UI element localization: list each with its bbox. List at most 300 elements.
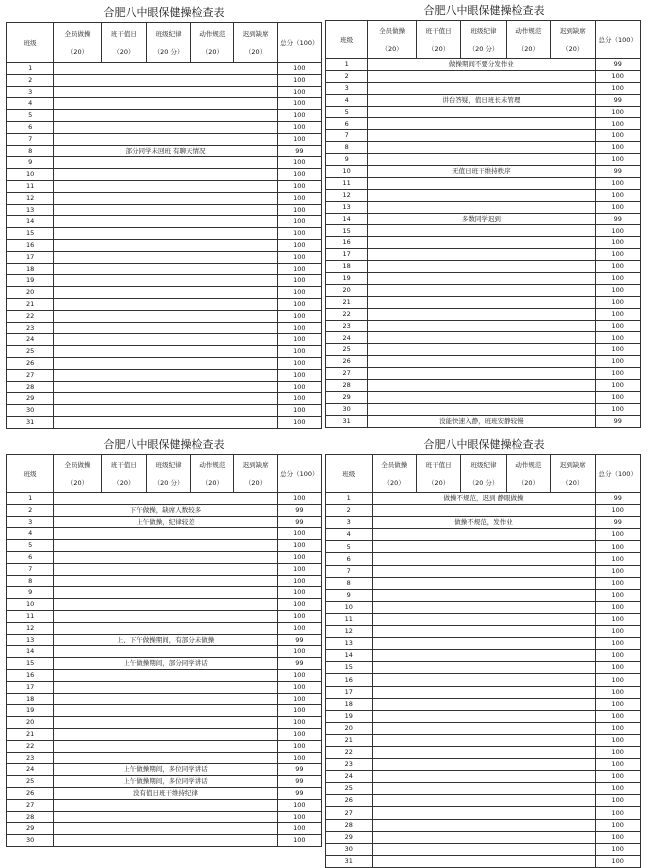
header-label: 班级纪律	[470, 460, 497, 469]
header-class: 班级	[326, 455, 373, 493]
header-label: 迟到缺席	[559, 460, 586, 469]
header-points: （20）	[244, 478, 267, 487]
class-number: 31	[326, 855, 373, 867]
class-number: 7	[7, 133, 54, 145]
inspection-table	[325, 454, 641, 868]
sheet-title: 合肥八中眼保健操检查表	[103, 438, 225, 451]
remark-cell	[54, 681, 277, 693]
total-score: 99	[277, 145, 321, 157]
table-row	[326, 225, 641, 237]
class-number: 11	[7, 180, 54, 192]
remark-cell	[54, 239, 277, 251]
total-score: 100	[277, 275, 321, 287]
class-number: 23	[326, 320, 368, 332]
header-points: （20）	[427, 44, 450, 53]
remark-cell	[372, 565, 595, 577]
class-number: 10	[7, 169, 54, 181]
header-c2	[416, 21, 460, 59]
class-number: 30	[326, 843, 373, 855]
class-number: 15	[326, 662, 373, 674]
remark-cell	[54, 599, 277, 611]
total-score: 100	[595, 189, 641, 201]
table-row	[7, 776, 322, 788]
table-row	[7, 63, 322, 75]
header-label: 迟到缺席	[242, 29, 269, 38]
table-row	[7, 835, 322, 847]
header-row	[7, 23, 322, 63]
class-number: 15	[326, 225, 368, 237]
header-class: 班级	[326, 21, 368, 59]
table-row	[7, 322, 322, 334]
table-row	[7, 705, 322, 717]
total-score: 100	[277, 298, 321, 310]
remark-cell	[368, 237, 595, 249]
header-label: 全员做操	[381, 460, 408, 469]
total-score: 100	[595, 553, 641, 565]
total-score: 100	[277, 823, 321, 835]
remark-cell	[54, 110, 277, 122]
class-number: 3	[7, 516, 54, 528]
table-row	[326, 82, 641, 94]
table-row	[326, 505, 641, 517]
header-label: 班干值日	[425, 460, 452, 469]
total-score: 100	[277, 587, 321, 599]
remark-cell	[368, 284, 595, 296]
total-score: 100	[277, 646, 321, 658]
class-number: 31	[7, 416, 54, 428]
table-row	[7, 646, 322, 658]
class-number: 5	[7, 540, 54, 552]
remark-cell	[368, 356, 595, 368]
remark-cell	[372, 783, 595, 795]
table-row	[7, 823, 322, 835]
table-row	[326, 541, 641, 553]
total-score: 100	[277, 369, 321, 381]
class-number: 4	[7, 98, 54, 110]
total-score: 100	[595, 831, 641, 843]
table-row	[326, 589, 641, 601]
class-number: 14	[326, 650, 373, 662]
total-score: 100	[595, 308, 641, 320]
header-points: （20）	[113, 47, 135, 56]
table-row	[326, 213, 641, 225]
remark-cell	[54, 63, 277, 75]
table-row	[7, 180, 322, 192]
remark-cell	[54, 287, 277, 299]
table-row	[7, 110, 322, 122]
total-score: 99	[277, 634, 321, 646]
table-row	[7, 669, 322, 681]
header-c2	[101, 455, 146, 493]
total-score: 100	[277, 811, 321, 823]
class-number: 1	[326, 493, 373, 505]
class-number: 23	[326, 759, 373, 771]
header-c4	[506, 455, 550, 493]
class-number: 7	[326, 565, 373, 577]
class-number: 15	[7, 228, 54, 240]
class-number: 2	[326, 505, 373, 517]
table-row	[326, 843, 641, 855]
remark-cell	[368, 296, 595, 308]
table-row	[7, 622, 322, 634]
remark-cell: 下午做操，缺席人数较多	[54, 504, 277, 516]
table-row	[326, 249, 641, 261]
remark-cell	[368, 189, 595, 201]
total-score: 100	[277, 98, 321, 110]
remark-cell	[372, 807, 595, 819]
table-row	[7, 346, 322, 358]
class-number: 2	[326, 70, 368, 82]
sheet-title: 合肥八中眼保健操检查表	[423, 4, 545, 17]
total-score: 100	[277, 251, 321, 263]
total-score: 100	[595, 541, 641, 553]
table-row	[7, 717, 322, 729]
table-row	[326, 613, 641, 625]
class-number: 11	[7, 610, 54, 622]
table-row	[7, 216, 322, 228]
class-number: 31	[326, 415, 368, 427]
remark-cell	[368, 177, 595, 189]
table-row	[326, 529, 641, 541]
table-row	[7, 540, 322, 552]
table-row	[326, 356, 641, 368]
remark-cell	[368, 154, 595, 166]
class-number: 13	[326, 638, 373, 650]
class-number: 20	[326, 284, 368, 296]
class-number: 22	[326, 746, 373, 758]
class-number: 7	[7, 563, 54, 575]
header-label: 动作规范	[199, 460, 226, 469]
class-number: 27	[7, 369, 54, 381]
total-score: 100	[595, 142, 641, 154]
total-score: 99	[277, 516, 321, 528]
class-number: 24	[326, 332, 368, 344]
remark-cell	[54, 357, 277, 369]
total-score: 100	[595, 320, 641, 332]
header-row	[326, 21, 641, 59]
class-number: 6	[326, 553, 373, 565]
total-score: 100	[277, 528, 321, 540]
total-score: 100	[277, 204, 321, 216]
class-number: 9	[326, 589, 373, 601]
total-score: 100	[277, 357, 321, 369]
remark-cell	[368, 344, 595, 356]
total-score: 99	[277, 776, 321, 788]
table-row	[326, 783, 641, 795]
remark-cell	[54, 575, 277, 587]
remark-cell	[368, 320, 595, 332]
remark-cell	[372, 831, 595, 843]
header-points: （20）	[381, 44, 403, 53]
remark-cell	[372, 698, 595, 710]
total-score: 100	[277, 493, 321, 505]
header-points: （20 分）	[468, 44, 499, 53]
class-number: 1	[7, 493, 54, 505]
header-c3	[146, 23, 190, 63]
total-score: 100	[277, 669, 321, 681]
total-score: 100	[595, 529, 641, 541]
table-row	[7, 493, 322, 505]
header-row	[326, 455, 641, 493]
table-row	[7, 658, 322, 670]
class-number: 17	[326, 686, 373, 698]
table-row	[7, 799, 322, 811]
total-score: 100	[277, 740, 321, 752]
table-row	[7, 157, 322, 169]
header-row	[7, 455, 322, 493]
sheet-top-left	[6, 0, 322, 432]
header-label: 动作规范	[199, 29, 226, 38]
remark-cell	[54, 204, 277, 216]
remark-cell	[368, 106, 595, 118]
remark-cell	[54, 705, 277, 717]
class-number: 17	[326, 249, 368, 261]
class-number: 23	[7, 322, 54, 334]
header-total: 总分（100）	[277, 23, 321, 63]
total-score: 100	[595, 70, 641, 82]
remark-cell	[368, 201, 595, 213]
table-row	[7, 528, 322, 540]
header-points: （20）	[517, 44, 540, 53]
class-number: 16	[326, 674, 373, 686]
class-number: 13	[7, 634, 54, 646]
table-row	[326, 577, 641, 589]
header-class: 班级	[7, 23, 54, 63]
total-score: 100	[277, 575, 321, 587]
table-row	[7, 563, 322, 575]
table-row	[7, 634, 322, 646]
remark-cell	[368, 118, 595, 130]
total-score: 99	[595, 415, 641, 427]
header-class: 班级	[7, 455, 54, 493]
remark-cell	[372, 759, 595, 771]
remark-cell	[368, 142, 595, 154]
class-number: 8	[7, 145, 54, 157]
class-number: 10	[326, 601, 373, 613]
remark-cell	[368, 332, 595, 344]
table-row	[326, 308, 641, 320]
class-number: 29	[326, 831, 373, 843]
total-score: 100	[595, 261, 641, 273]
table-row	[326, 831, 641, 843]
header-c2	[101, 23, 146, 63]
remark-cell	[54, 646, 277, 658]
remark-cell: 做操不规范，迟到 静眼做操	[372, 493, 595, 505]
table-row	[326, 189, 641, 201]
total-score: 99	[595, 166, 641, 178]
class-number: 24	[7, 334, 54, 346]
class-number: 4	[7, 528, 54, 540]
class-number: 30	[7, 835, 54, 847]
table-row	[326, 94, 641, 106]
table-row	[7, 787, 322, 799]
table-row	[326, 734, 641, 746]
header-points: （20）	[66, 47, 89, 56]
total-score: 100	[277, 405, 321, 417]
table-row	[326, 201, 641, 213]
class-number: 18	[7, 693, 54, 705]
table-row	[7, 98, 322, 110]
header-points: （20 分）	[468, 478, 499, 487]
inspection-table	[325, 20, 641, 428]
table-row	[326, 154, 641, 166]
table-row	[7, 121, 322, 133]
table-row	[7, 752, 322, 764]
class-number: 6	[326, 118, 368, 130]
remark-cell	[54, 334, 277, 346]
total-score: 100	[277, 693, 321, 705]
total-score: 99	[277, 764, 321, 776]
table-row	[326, 601, 641, 613]
remark-cell: 没有值日班干维持纪律	[54, 787, 277, 799]
total-score: 100	[595, 722, 641, 734]
remark-cell	[372, 662, 595, 674]
table-row	[326, 380, 641, 392]
table-row	[326, 565, 641, 577]
total-score: 100	[595, 225, 641, 237]
header-label: 动作规范	[515, 26, 542, 35]
total-score: 100	[277, 681, 321, 693]
table-row	[326, 710, 641, 722]
total-score: 100	[277, 228, 321, 240]
remark-cell	[372, 553, 595, 565]
table-row	[326, 403, 641, 415]
total-score: 100	[595, 843, 641, 855]
remark-cell	[368, 308, 595, 320]
class-number: 20	[326, 722, 373, 734]
remark-cell	[372, 843, 595, 855]
header-c4	[191, 455, 234, 493]
remark-cell	[54, 622, 277, 634]
remark-cell	[372, 505, 595, 517]
table-row	[326, 662, 641, 674]
class-number: 3	[7, 86, 54, 98]
table-row	[326, 118, 641, 130]
table-row	[7, 334, 322, 346]
total-score: 100	[595, 154, 641, 166]
header-points: （20）	[562, 478, 584, 487]
class-number: 7	[326, 130, 368, 142]
table-row	[7, 298, 322, 310]
remark-cell	[372, 710, 595, 722]
total-score: 100	[277, 74, 321, 86]
remark-cell	[54, 228, 277, 240]
table-row	[326, 759, 641, 771]
total-score: 100	[595, 783, 641, 795]
remark-cell	[54, 346, 277, 358]
table-row	[7, 357, 322, 369]
class-number: 8	[326, 142, 368, 154]
remark-cell	[54, 405, 277, 417]
header-label: 班干值日	[110, 460, 137, 469]
class-number: 13	[7, 204, 54, 216]
table-row	[326, 70, 641, 82]
total-score: 100	[277, 157, 321, 169]
table-row	[7, 251, 322, 263]
table-row	[326, 142, 641, 154]
total-score: 100	[595, 650, 641, 662]
class-number: 19	[326, 710, 373, 722]
class-number: 29	[326, 391, 368, 403]
header-label: 动作规范	[515, 460, 542, 469]
table-row	[326, 638, 641, 650]
remark-cell: 上午做操期间，多位同学讲话	[54, 764, 277, 776]
class-number: 10	[7, 599, 54, 611]
table-row	[7, 516, 322, 528]
header-label: 班级纪律	[155, 29, 182, 38]
remark-cell	[372, 577, 595, 589]
table-row	[7, 369, 322, 381]
class-number: 27	[326, 807, 373, 819]
table-row	[7, 416, 322, 428]
sheet-top-right	[325, 0, 643, 432]
header-label: 班级纪律	[155, 460, 182, 469]
class-number: 21	[326, 734, 373, 746]
class-number: 27	[7, 799, 54, 811]
table-row	[326, 344, 641, 356]
remark-cell	[372, 795, 595, 807]
remark-cell	[54, 393, 277, 405]
class-number: 19	[326, 273, 368, 285]
total-score: 100	[277, 86, 321, 98]
total-score: 100	[595, 201, 641, 213]
header-total: 总分（100）	[277, 455, 321, 493]
remark-cell: 多数同学迟到	[368, 213, 595, 225]
total-score: 100	[277, 599, 321, 611]
class-number: 16	[326, 237, 368, 249]
class-number: 28	[326, 819, 373, 831]
remark-cell	[368, 273, 595, 285]
table-row	[326, 722, 641, 734]
table-row	[7, 811, 322, 823]
header-points: （20 分）	[153, 478, 184, 487]
remark-cell	[54, 717, 277, 729]
header-points: （20）	[562, 44, 584, 53]
header-label: 迟到缺席	[242, 460, 269, 469]
sheet-bottom-right	[325, 434, 643, 866]
remark-cell	[54, 811, 277, 823]
remark-cell	[54, 86, 277, 98]
class-number: 8	[326, 577, 373, 589]
remark-cell	[54, 275, 277, 287]
class-number: 2	[7, 504, 54, 516]
class-number: 18	[7, 263, 54, 275]
remark-cell	[372, 638, 595, 650]
table-row	[326, 415, 641, 427]
total-score: 100	[595, 855, 641, 867]
total-score: 100	[595, 368, 641, 380]
table-row	[7, 287, 322, 299]
class-number: 11	[326, 177, 368, 189]
table-row	[7, 599, 322, 611]
header-points: （20）	[517, 478, 540, 487]
class-number: 5	[326, 106, 368, 118]
total-score: 100	[595, 759, 641, 771]
class-number: 5	[326, 541, 373, 553]
remark-cell: 做操不规范，发作业	[372, 517, 595, 529]
total-score: 100	[595, 686, 641, 698]
total-score: 100	[277, 110, 321, 122]
total-score: 100	[595, 795, 641, 807]
class-number: 26	[326, 356, 368, 368]
total-score: 100	[595, 589, 641, 601]
table-row	[7, 192, 322, 204]
header-label: 班级纪律	[470, 26, 497, 35]
sheet-title: 合肥八中眼保健操检查表	[103, 6, 225, 19]
header-points: （20）	[244, 47, 267, 56]
remark-cell	[372, 734, 595, 746]
table-row	[7, 551, 322, 563]
